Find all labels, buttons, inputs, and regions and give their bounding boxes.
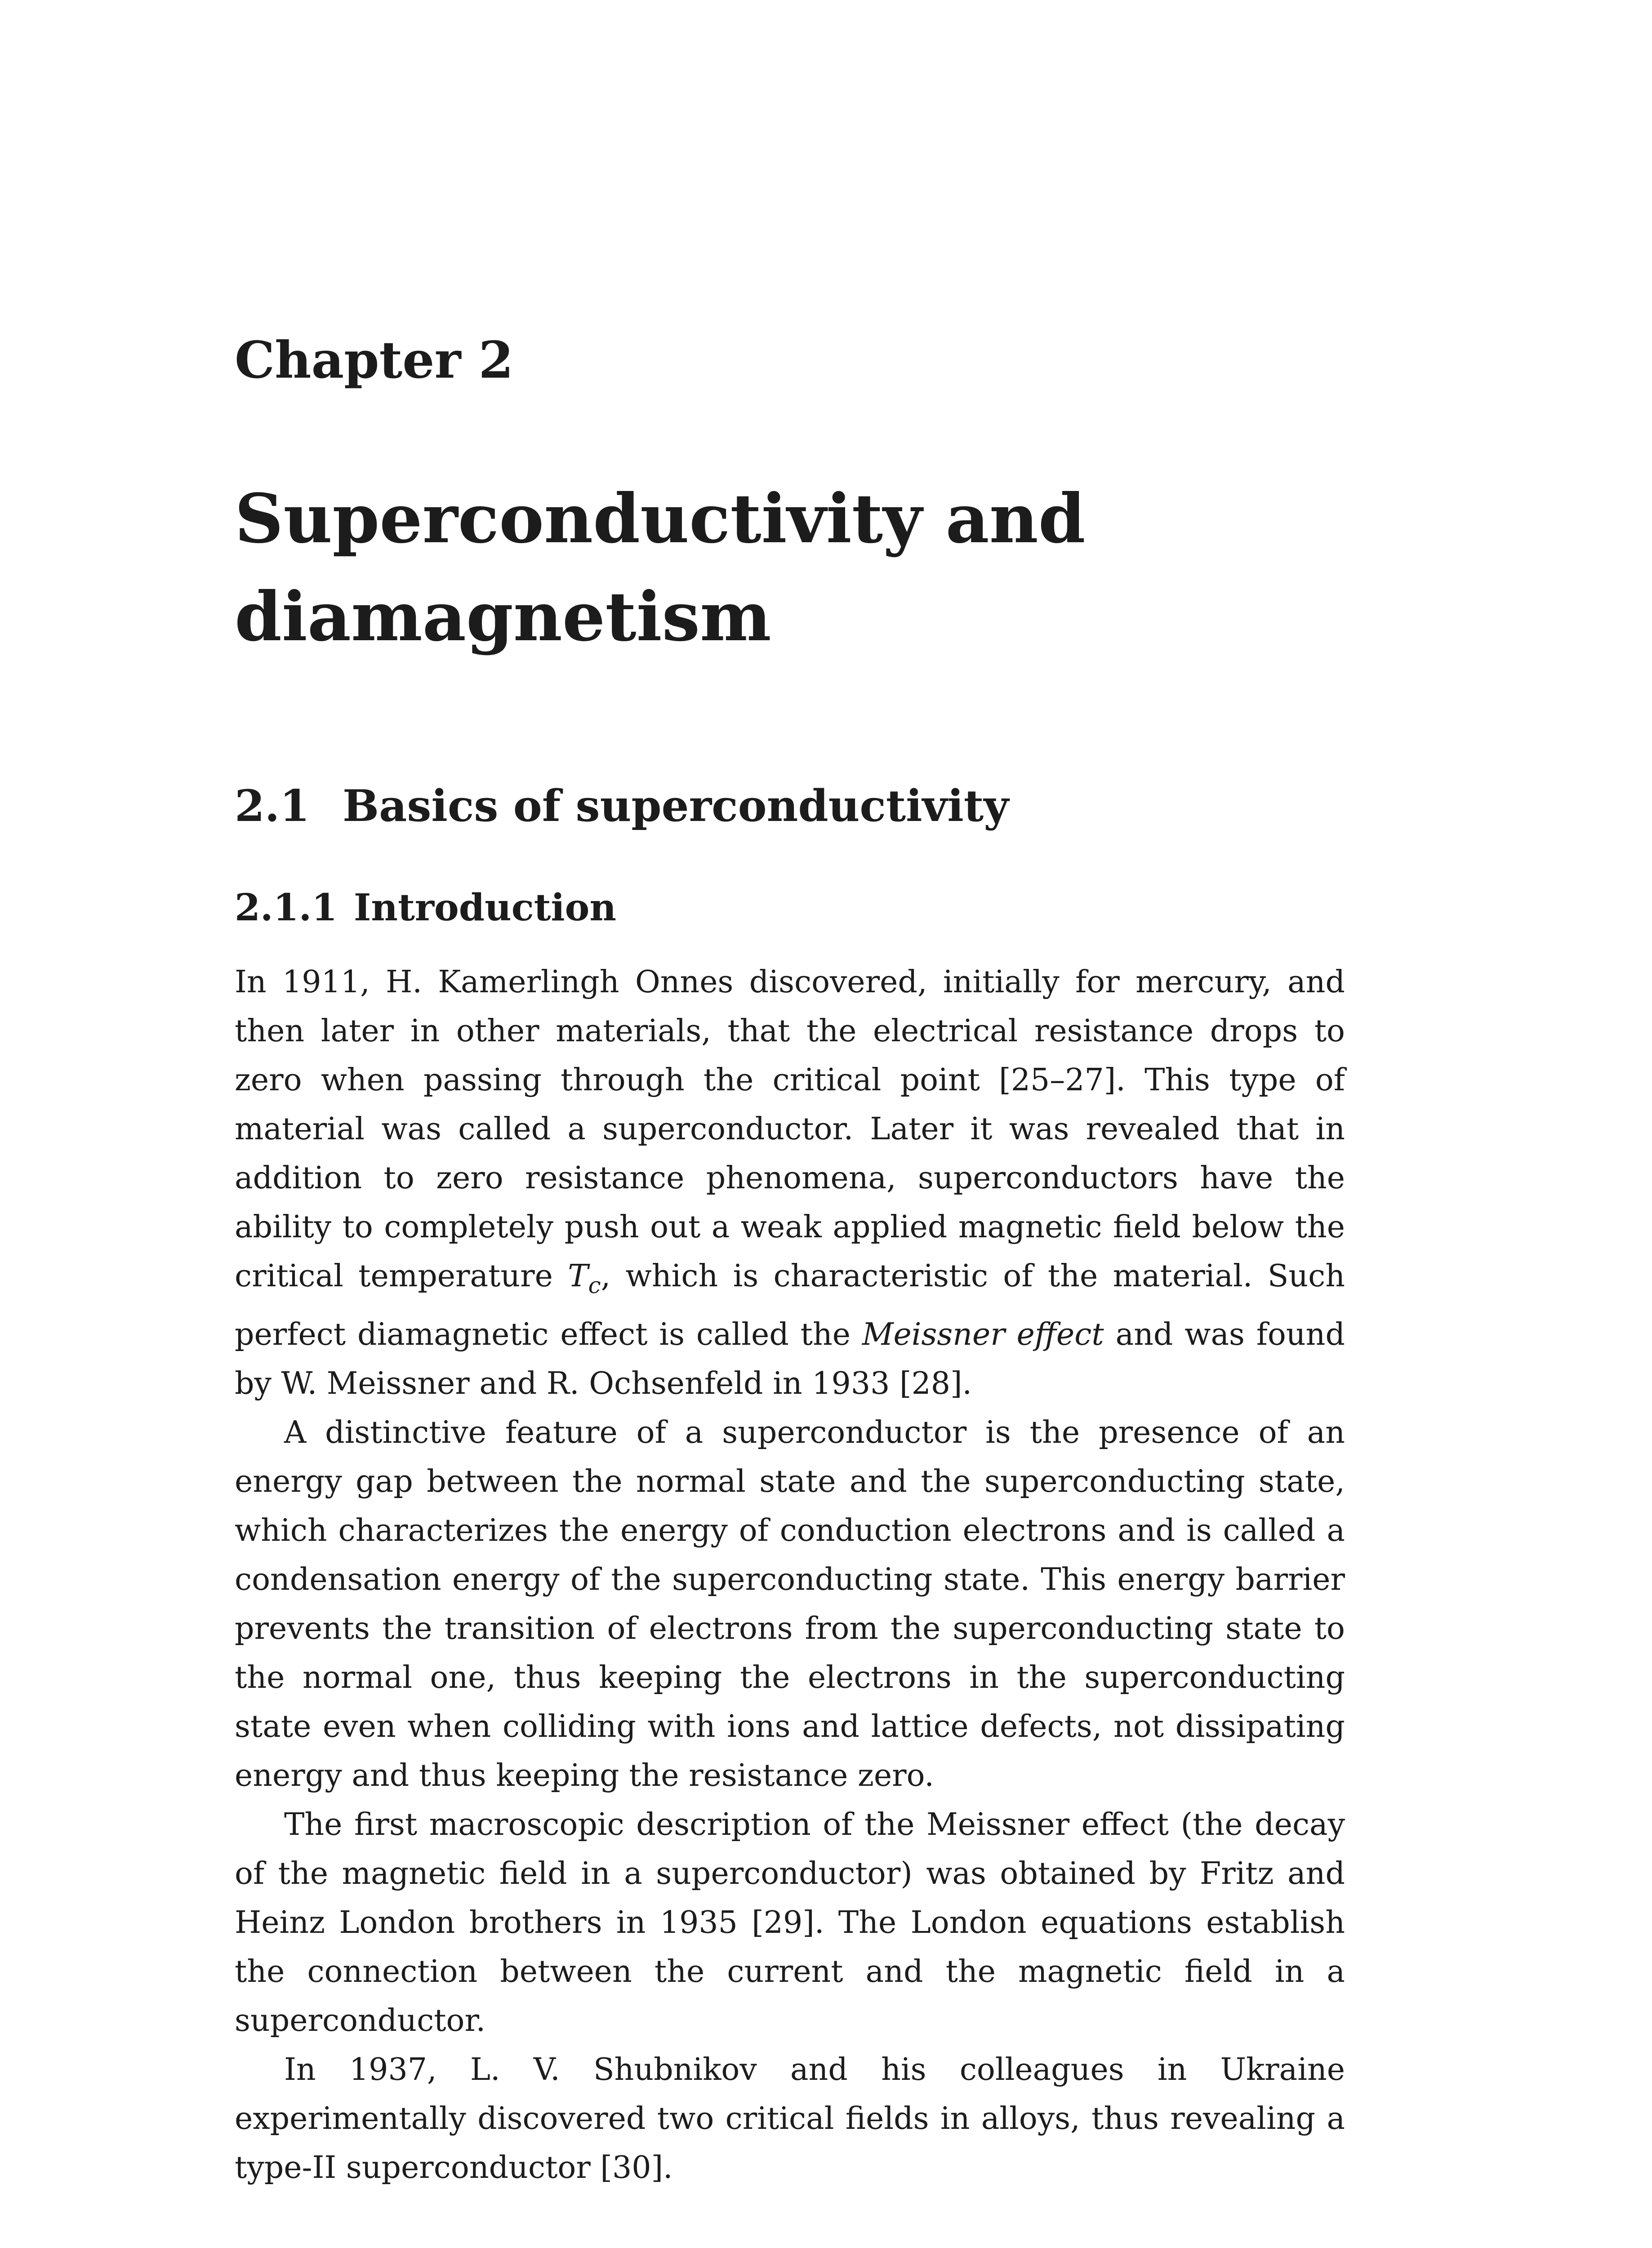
meissner-effect-term: Meissner effect xyxy=(862,1316,1104,1352)
paragraph-1-text-c: and was found by W. Meissner and R. Ochsenfeld in 1933 [28]. xyxy=(235,1316,1345,1401)
paragraph-1 xyxy=(235,958,1345,1408)
subsection-number: 2.1.1 xyxy=(235,886,338,929)
section-number: 2.1 xyxy=(235,781,310,831)
body-text xyxy=(235,958,1345,2192)
paragraph-1-text-a: In 1911, H. Kamerlingh Onnes discovered, initially for mercury, and then later in other materials, that the electrical resistance drops to zero when passing through the critical point [25–27]. This type of material was called a superconductor. Later it was revealed that in addition to zero resistance phenomena, superconductors have the ability to completely push out a weak applied magnetic field below the critical temperature xyxy=(235,964,1345,1294)
section-title: Basics of superconductivity xyxy=(343,781,1009,831)
paragraph-3: The first macroscopic description of the Meissner effect (the decay of the magnetic field in a superconductor) was obtained by Fritz and Heinz London brothers in 1935 [29]. The London equations establish the connection between the current and the magnetic field in a superconductor. xyxy=(235,1806,1345,2038)
subsection-title: Introduction xyxy=(354,886,616,929)
paragraph-2: A distinctive feature of a superconductor is the presence of an energy gap between the normal state and the superconducting state, which characterizes the energy of conduction electrons and is called a condensation energy of the superconducting state. This energy barrier prevents the transition of electrons from the superconducting state to the normal one, thus keeping the electrons in the superconducting state even when colliding with ions and lattice defects, not dissipating energy and thus keeping the resistance zero. xyxy=(235,1414,1345,1793)
paragraph-1-text-b: , which is characteristic of the material. Such perfect diamagnetic effect is called the xyxy=(235,1258,1345,1352)
subsection-heading xyxy=(235,886,616,930)
chapter-title xyxy=(235,470,1403,666)
paragraph-4: In 1937, L. V. Shubnikov and his colleagues in Ukraine experimentally discovered two critical fields in alloys, thus revealing a type-II superconductor [30]. xyxy=(235,2052,1345,2186)
chapter-title-line-2: diamagnetism xyxy=(235,577,771,656)
chapter-title-line-1: Superconductivity and xyxy=(235,479,1086,558)
critical-temperature-symbol: T xyxy=(568,1258,588,1294)
section-heading xyxy=(235,780,1009,832)
critical-temperature-subscript: c xyxy=(588,1272,601,1298)
chapter-label: Chapter 2 xyxy=(235,331,514,390)
